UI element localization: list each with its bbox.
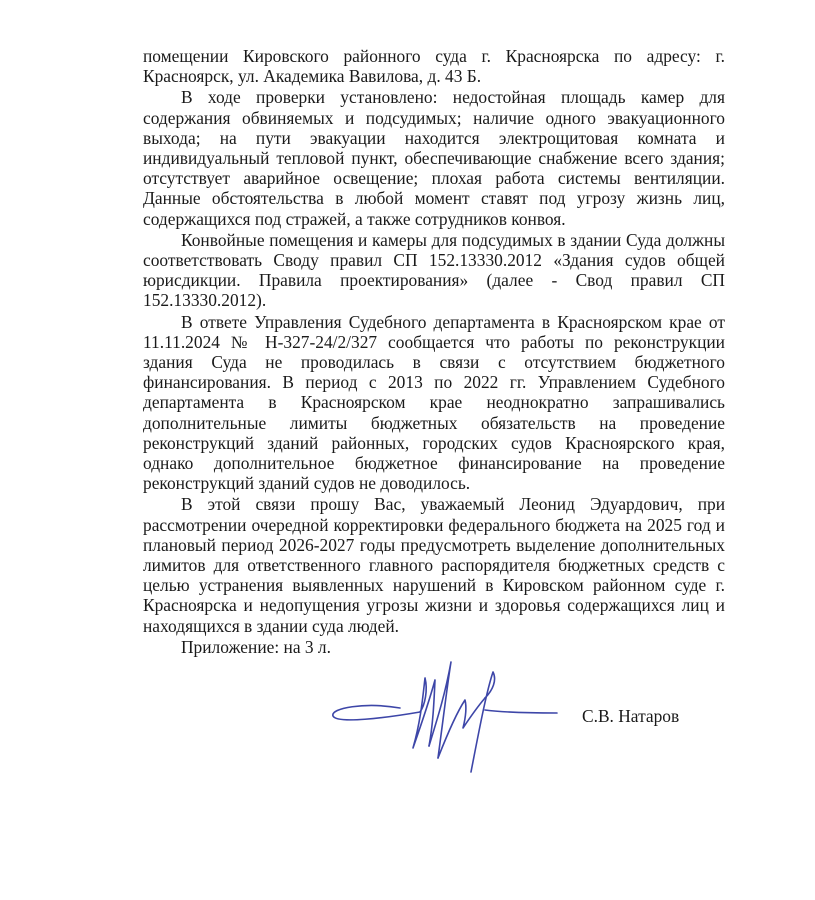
attachment-note: Приложение: на 3 л. bbox=[181, 636, 331, 657]
signer-name: С.В. Натаров bbox=[582, 706, 680, 726]
handwritten-signature bbox=[325, 650, 565, 775]
paragraph-address: помещении Кировского районного суда г. Красноярска по адресу: г. Красноярск, ул. Академика Вавилова, д. 43 Б. bbox=[143, 46, 725, 87]
paragraph-department-response: В ответе Управления Судебного департамента в Красноярском крае от 11.11.2024 № Н-327-24/2/327 сообщается что работы по реконструкции здания Суда не проводилась в связи с отсутствием бюджетного финансирования. В период с 2013 по 2022 гг. Управлением Судебного департамента в Красноярском крае неоднократно запрашивались дополнительные лимиты бюджетных обязательств на проведение реконструкций зданий районных, городских судов Красноярского края, однако дополнительное бюджетное финансирование на проведение реконструкций зданий судов не доводилось. bbox=[143, 311, 725, 494]
paragraph-request: В этой связи прошу Вас, уважаемый Леонид Эдуардович, при рассмотрении очередной корректировки федерального бюджета на 2025 год и плановый период 2026-2027 годы предусмотреть выделение дополнительных лимитов для ответственного главного распорядителя бюджетных средств с целью устранения выявленных нарушений в Кировском районном суде г. Красноярска и недопущения угрозы жизни и здоровья содержащихся лиц и находящихся в здании суда людей. bbox=[143, 494, 725, 636]
paragraph-requirements: Конвойные помещения и камеры для подсудимых в здании Суда должны соответствовать Своду правил СП 152.13330.2012 «Здания судов общей юрисдикции. Правила проектирования» (далее - Свод правил СП 152.13330.2012). bbox=[143, 229, 725, 311]
paragraph-inspection: В ходе проверки установлено: недостойная площадь камер для содержания обвиняемых и подсудимых; наличие одного эвакуационного выхода; на пути эвакуации находится электрощитовая комната и индивидуальный тепловой пункт, обеспечивающие снабжение всего здания; отсутствует аварийное освещение; плохая работа системы вентиляции. Данные обстоятельства в любой момент ставят под угрозу жизнь лиц, содержащихся под стражей, а также сотрудников конвоя. bbox=[143, 87, 725, 229]
